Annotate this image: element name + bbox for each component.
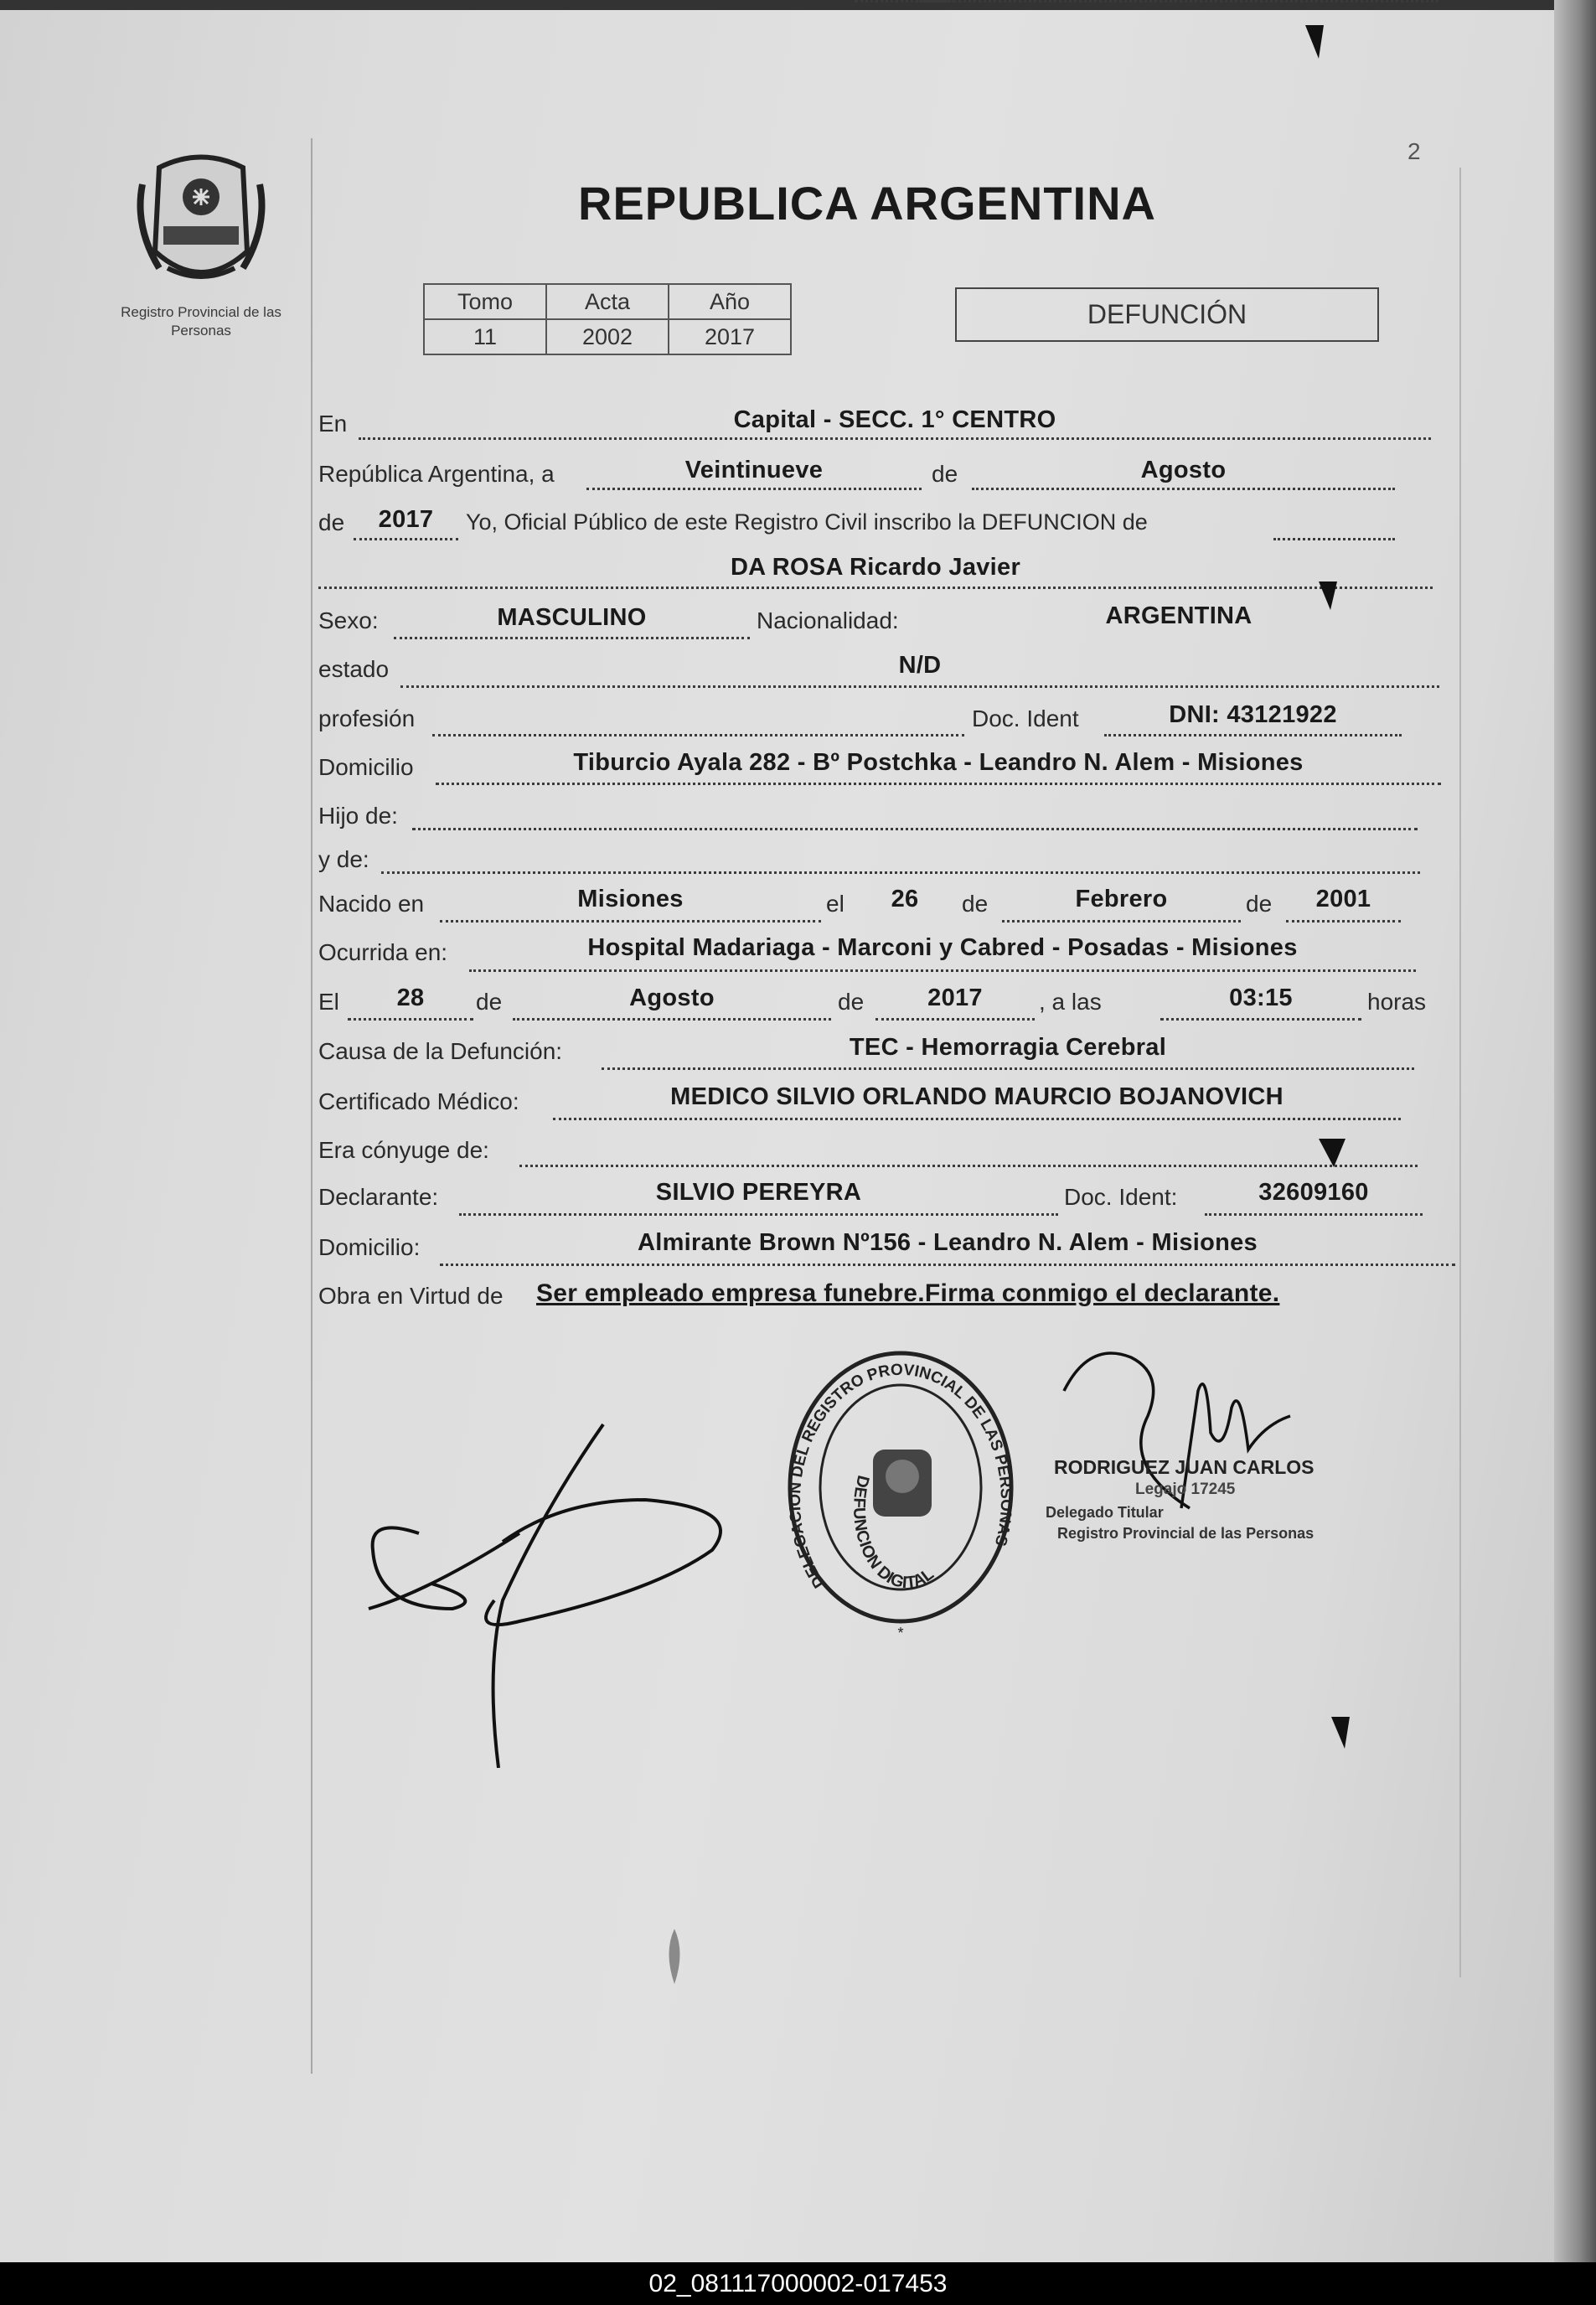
provincial-seal-icon [134,151,268,289]
year-line [354,538,458,540]
stamp-ring-text: DELEGACION DEL REGISTRO PROVINCIAL DE LAS PERSONAS [786,1361,1015,1591]
smudge-icon [662,1927,687,1986]
birth-day-value: 26 [891,886,919,912]
death-year-value: 2017 [927,985,983,1011]
y-de-line [381,871,1420,874]
ocurrida-value: Hospital Madariaga - Marconi y Cabred - Posadas - Misiones [587,934,1298,961]
declarant-signature [352,1416,771,1768]
death-month-line [513,1018,831,1021]
republica-label: República Argentina, a [318,461,555,487]
causa-line [602,1067,1414,1070]
ocurrida-label: Ocurrida en: [318,939,448,965]
registry-table [423,283,792,355]
y-de-label: y de: [318,846,369,872]
certificado-value: MEDICO SILVIO ORLANDO MAURCIO BOJANOVICH [670,1083,1284,1110]
nacionalidad-value: ARGENTINA [1105,602,1253,629]
right-margin-line [1459,168,1461,1977]
hijo-de-line [412,828,1418,830]
horas-label: horas [1367,989,1427,1015]
sexo-line [394,637,750,639]
name-line [318,587,1433,589]
registry-table-header-row [424,284,791,319]
de-year-label: de [318,509,345,535]
month-line [972,488,1395,490]
document-title: REPUBLICA ARGENTINA [578,177,1156,230]
sexo-value: MASCULINO [497,604,647,631]
doc-ident2-line [1205,1213,1423,1216]
ocurrida-line [469,969,1416,972]
death-time-value: 03:15 [1229,985,1293,1011]
registry-table-value-row [424,319,791,354]
ink-mark-icon [1328,1713,1353,1751]
year-value: 2017 [378,506,434,533]
file-id: 02_081117000002-017453 [648,2270,948,2297]
birth-year-line [1286,920,1401,923]
death-month-value: Agosto [629,985,715,1011]
svg-text:*: * [897,1625,904,1641]
doc-ident2-value: 32609160 [1258,1179,1369,1206]
ano-value: 2017 [669,319,791,354]
domicilio-line [436,783,1441,785]
certificado-line [553,1118,1401,1120]
page-right-edge [1554,0,1596,2262]
margin-line [311,138,312,2074]
official-stamp [779,1341,1022,1642]
declarante-value: SILVIO PEREYRA [655,1179,862,1206]
death-day-line [348,1018,473,1021]
tomo-value: 11 [424,319,546,354]
ink-mark-icon [1315,1135,1349,1169]
sexo-label: Sexo: [318,607,379,633]
a-las-label: , a las [1039,989,1102,1015]
registry-label: Registro Provincial de las Personas [121,304,281,339]
domicilio2-line [440,1264,1455,1266]
de-birth-month-label: de [962,891,989,917]
file-id-bar [0,2262,1596,2305]
birth-month-line [1002,920,1241,923]
doc-ident-value: DNI: 43121922 [1169,701,1337,728]
ink-mark-icon [1315,578,1340,612]
conyuge-label: Era cónyuge de: [318,1137,489,1163]
domicilio-value: Tiburcio Ayala 282 - Bº Postchka - Leandro N. Alem - Misiones [573,749,1304,776]
de-death-year-label: de [838,989,865,1015]
document-type-box: DEFUNCIÓN [955,287,1379,342]
birth-year-value: 2001 [1315,886,1371,912]
intro-text: Yo, Oficial Público de este Registro Civil inscribo la DEFUNCION de [466,509,1148,535]
obra-value: Ser empleado empresa funebre.Firma conmigo el declarante. [536,1279,1280,1307]
domicilio2-value: Almirante Brown Nº156 - Leandro N. Alem - Misiones [638,1229,1258,1256]
month-value: Agosto [1140,457,1227,483]
domicilio-label: Domicilio [318,754,414,780]
acta-value: 2002 [546,319,669,354]
nacionalidad-line [919,0,1438,3]
death-time-line [1160,1018,1361,1021]
estado-line [400,685,1439,688]
doc-ident2-label: Doc. Ident: [1064,1184,1178,1210]
birth-day-line [855,0,955,3]
en-line [359,437,1431,440]
hijo-de-label: Hijo de: [318,803,398,829]
acta-header: Acta [546,284,669,319]
declarante-label: Declarante: [318,1184,439,1210]
stamp-inner-text: DEFUNCION DIGITAL [849,1473,937,1593]
profesion-label: profesión [318,705,416,731]
estado-value: N/D [898,652,942,679]
official-legajo: Legajo 17245 [1135,1481,1236,1498]
official-role: Delegado Titular [1046,1504,1164,1521]
nacido-en-value: Misiones [577,886,684,912]
profesion-line [432,734,964,736]
death-day-value: 28 [396,985,425,1011]
causa-value: TEC - Hemorragia Cerebral [849,1034,1167,1061]
el2-label: El [318,989,339,1015]
death-year-line [875,1018,1035,1021]
obra-label: Obra en Virtud de [318,1283,504,1309]
declarante-line [459,1213,1058,1216]
conyuge-line [519,1165,1418,1167]
intro-line [1273,538,1395,540]
ano-header: Año [669,284,791,319]
ink-mark-icon [1299,21,1332,63]
nacido-en-line [440,920,821,923]
official-institution: Registro Provincial de las Personas [1057,1525,1315,1542]
page-number: 2 [1407,138,1421,164]
estado-label: estado [318,656,390,682]
de-label: de [932,461,958,487]
birth-month-value: Febrero [1075,886,1168,912]
de-death-month-label: de [476,989,503,1015]
place-value: Capital - SECC. 1° CENTRO [733,406,1056,433]
day-words-value: Veintinueve [684,457,824,483]
de-birth-year-label: de [1246,891,1273,917]
causa-label: Causa de la Defunción: [318,1038,563,1064]
doc-ident-line [1104,734,1402,736]
official-name: RODRIGUEZ JUAN CARLOS [1054,1456,1315,1478]
doc-ident-label: Doc. Ident [972,705,1079,731]
domicilio2-label: Domicilio: [318,1234,421,1260]
el-label: el [826,891,844,917]
tomo-header: Tomo [424,284,546,319]
nacido-en-label: Nacido en [318,891,425,917]
nacionalidad-label: Nacionalidad: [757,607,899,633]
en-label: En [318,411,348,437]
certificado-label: Certificado Médico: [318,1088,519,1114]
deceased-name: DA ROSA Ricardo Javier [730,554,1021,581]
day-words-line [586,488,922,490]
